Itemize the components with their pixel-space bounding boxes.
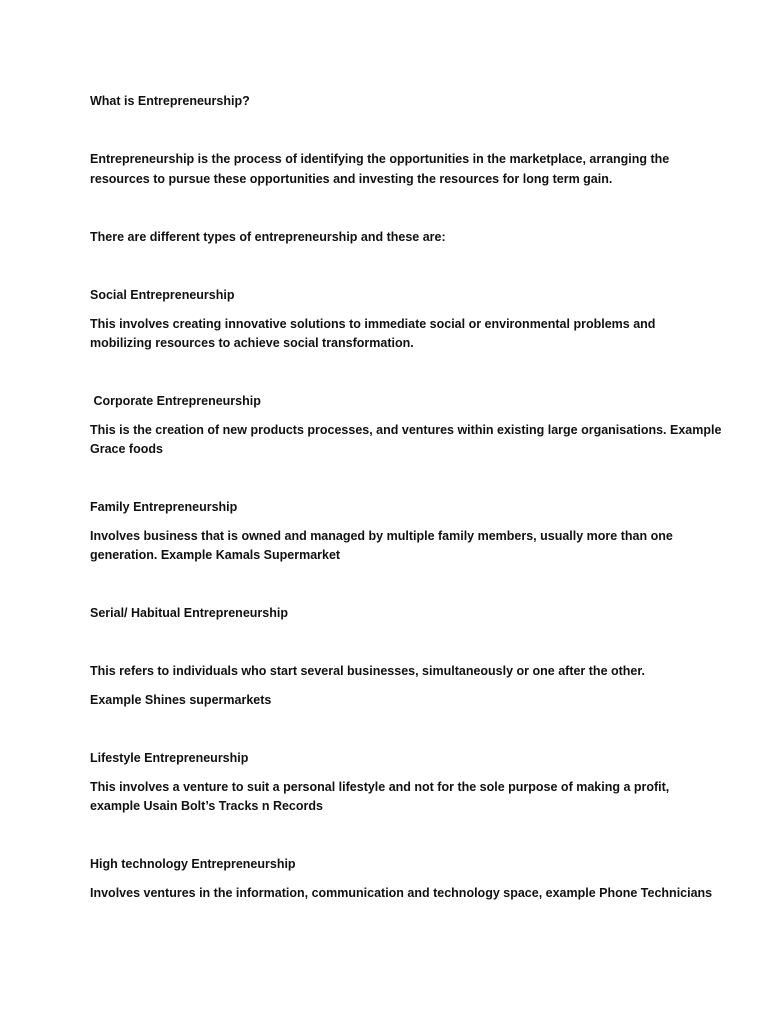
intro-line-2: resources to pursue these opportunities and investing the resources for long term gain.: [90, 172, 613, 186]
section-body-family-1: Involves business that is owned and managed by multiple family members, usually more than one: [90, 529, 673, 543]
section-heading-lifestyle: Lifestyle Entrepreneurship: [90, 751, 249, 765]
section-body-social-1: This involves creating innovative solutions to immediate social or environmental problems and: [90, 317, 656, 331]
section-heading-corporate: Corporate Entrepreneurship: [90, 394, 261, 408]
section-body-corporate-2: Grace foods: [90, 442, 163, 456]
section-body-lifestyle-1: This involves a venture to suit a personal lifestyle and not for the sole purpose of making a profit,: [90, 780, 670, 794]
types-intro: There are different types of entrepreneurship and these are:: [90, 230, 446, 244]
section-heading-serial: Serial/ Habitual Entrepreneurship: [90, 606, 288, 620]
document-title: What is Entrepreneurship?: [90, 94, 250, 108]
intro-line-1: Entrepreneurship is the process of identifying the opportunities in the marketplace, arranging the: [90, 152, 670, 166]
section-body-corporate-1: This is the creation of new products processes, and ventures within existing large organisations. Example: [90, 423, 722, 437]
section-body-family-2: generation. Example Kamals Supermarket: [90, 548, 341, 562]
section-heading-high-technology: High technology Entrepreneurship: [90, 857, 296, 871]
section-heading-family: Family Entrepreneurship: [90, 500, 238, 514]
section-body-high-technology-1: Involves ventures in the information, communication and technology space, example Phone Technicians: [90, 886, 713, 900]
section-body-serial-2: Example Shines supermarkets: [90, 693, 272, 707]
section-heading-social: Social Entrepreneurship: [90, 288, 235, 302]
section-body-lifestyle-2: example Usain Bolt’s Tracks n Records: [90, 799, 323, 813]
section-body-social-2: mobilizing resources to achieve social transformation.: [90, 336, 414, 350]
section-body-serial-1: This refers to individuals who start several businesses, simultaneously or one after the other.: [90, 664, 646, 678]
